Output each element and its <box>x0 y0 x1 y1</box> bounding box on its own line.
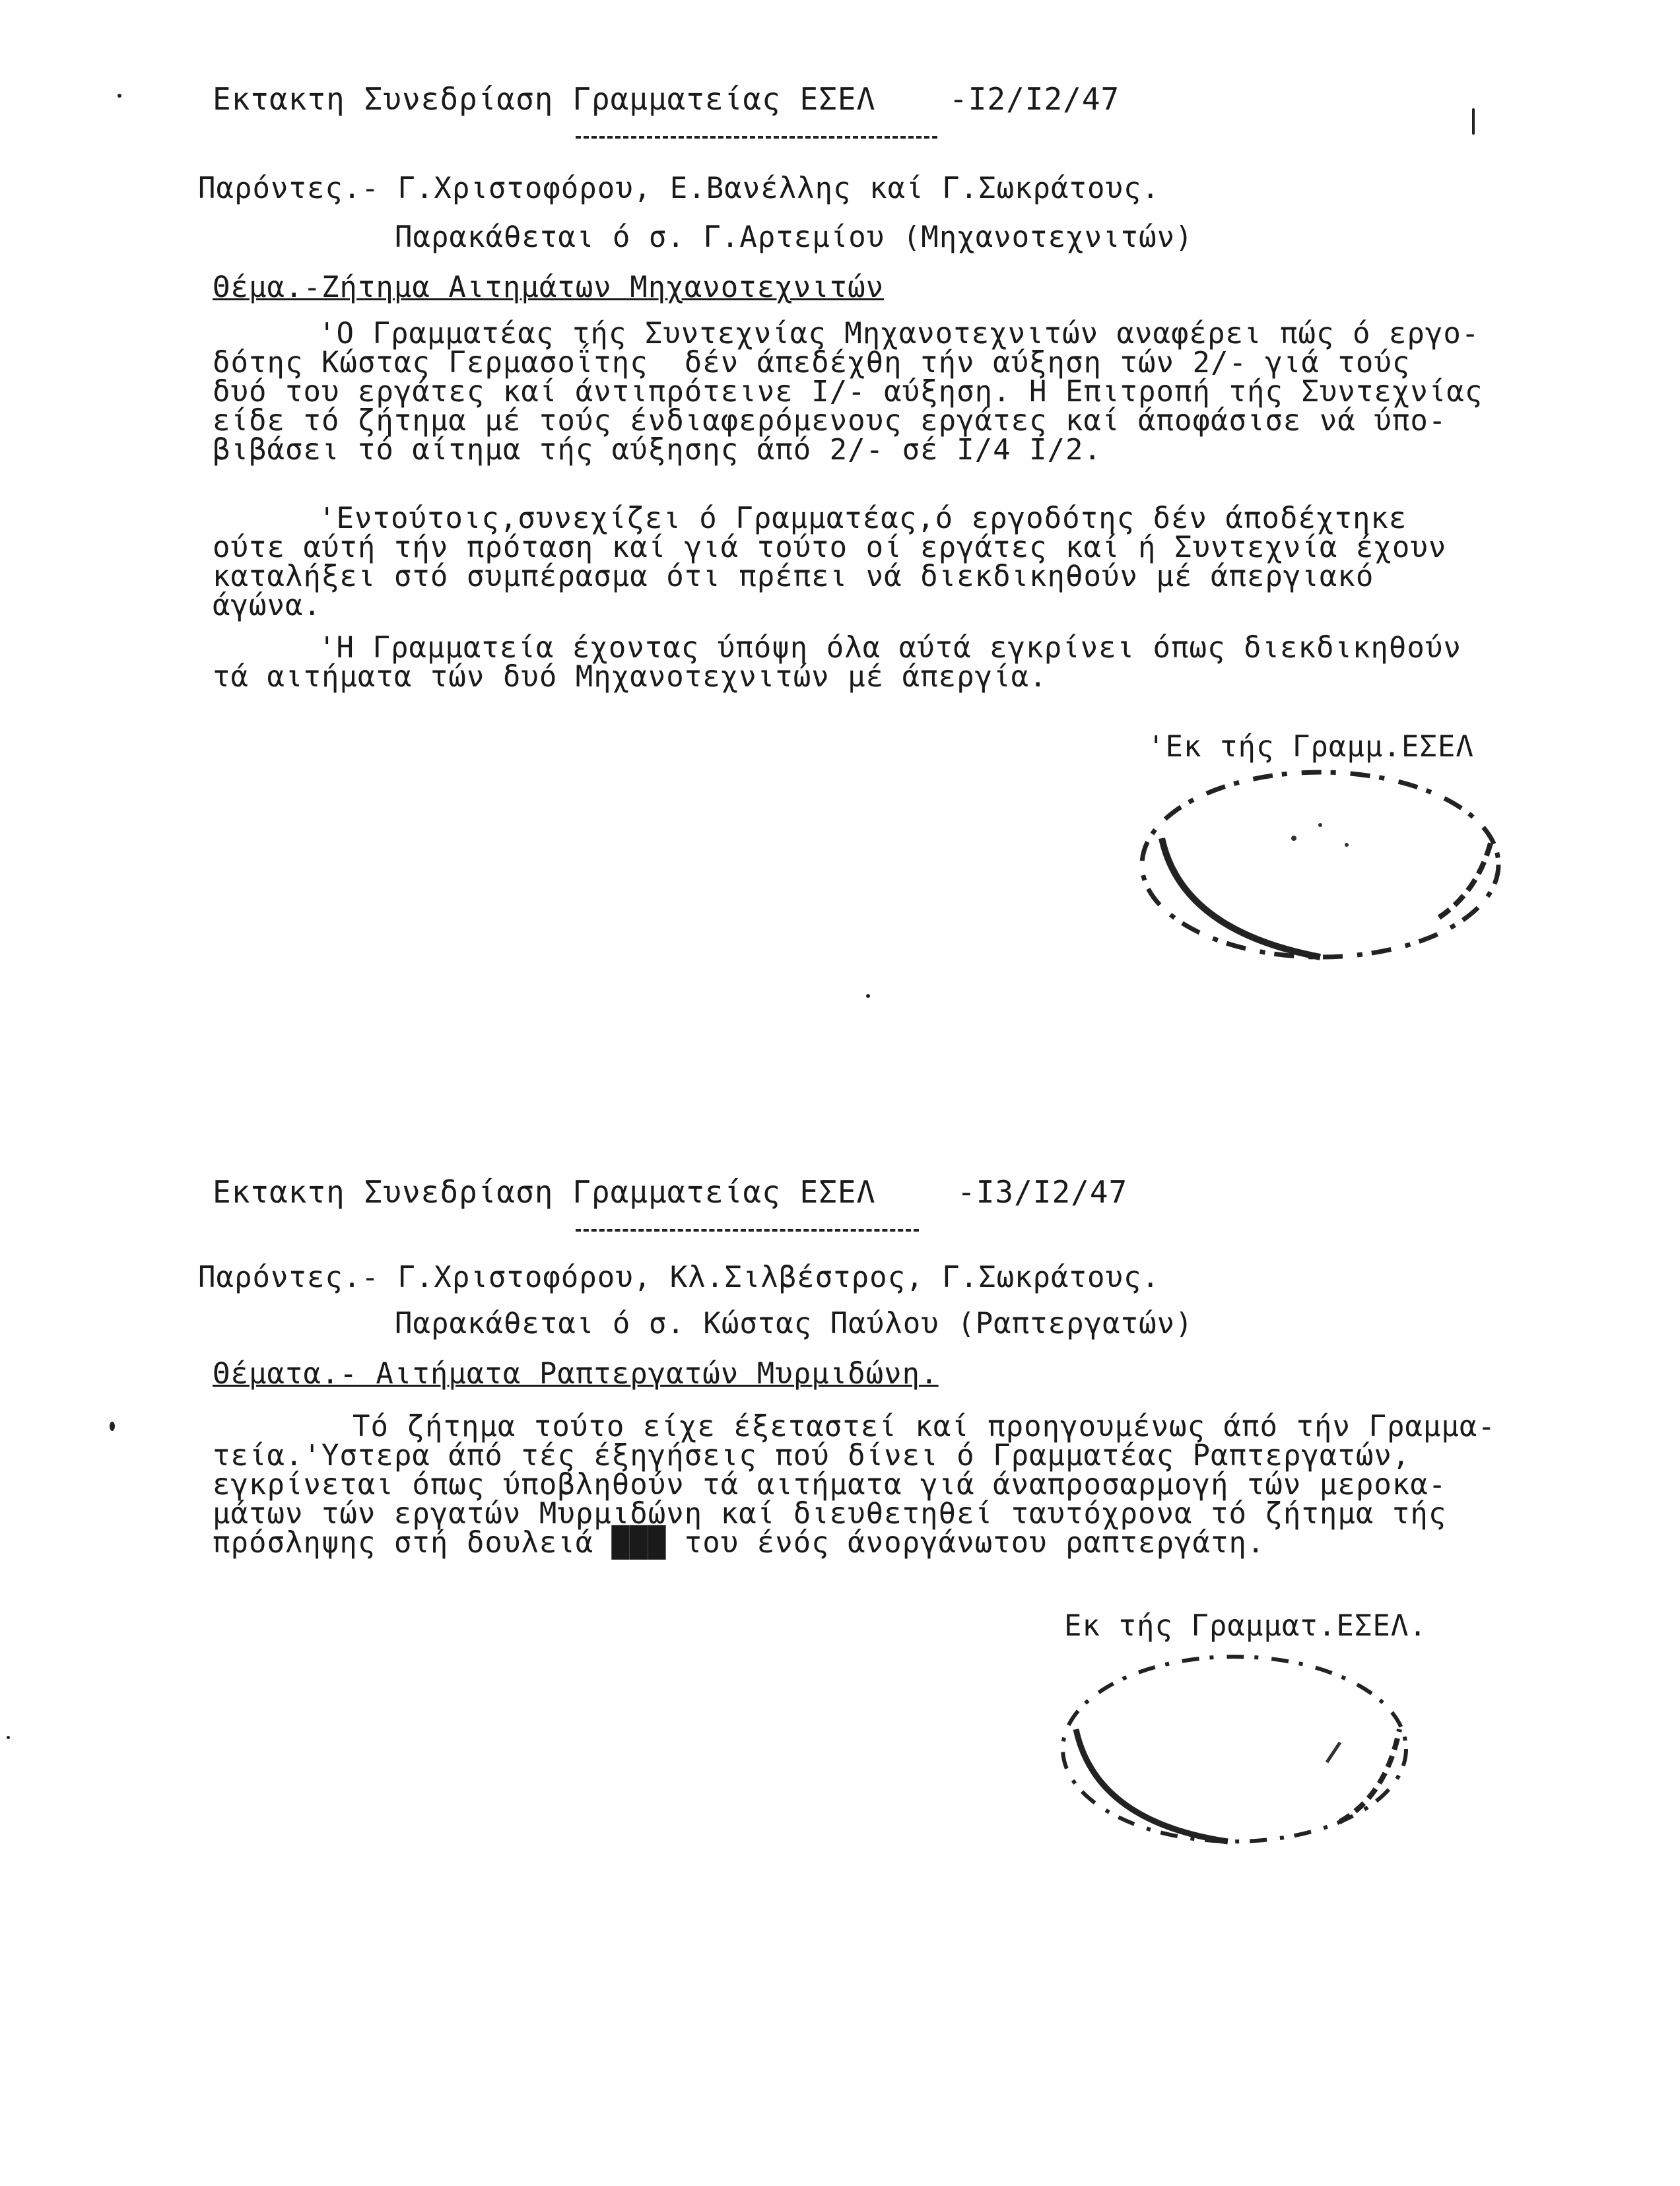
title-rule <box>576 136 937 139</box>
paragraph-line: ούτε αύτή τήν πρόταση καί γιά τούτο οί εργάτες καί ή Συντεχνία έχουν <box>213 531 1447 564</box>
subject-line: Θέματα.- Αιτήματα Ραπτεργατών Μυρμιδώνη. <box>213 1357 939 1391</box>
scan-speck <box>110 1422 115 1431</box>
present-line: Παρόντες.- Γ.Χριστοφόρου, Κλ.Σιλβέστρος, Γ.Σωκράτους. <box>198 1261 1160 1294</box>
paragraph-line: καταλήξει στό συμπέρασμα ότι πρέπει νά διεκδικηθούν μέ άπεργιακό <box>213 560 1374 593</box>
signature-line: 'Εκ τής Γραμμ.ΕΣΕΛ <box>1147 730 1474 764</box>
paragraph-line: 'Η Γραμματεία έχοντας ύπόψη όλα αύτά εγκρίνει όπως διεκδικηθούν <box>318 631 1462 665</box>
official-stamp <box>1030 1637 1439 1861</box>
paragraph-line: μάτων τών εργατών Μυρμιδώνη καί διευθετηθεί ταυτόχρονα τό ζήτημα τής <box>213 1497 1447 1531</box>
subject-line: Θέμα.-Ζήτημα Αιτημάτων Μηχανοτεχνιτών <box>213 271 885 304</box>
paragraph-line: Τό ζήτημα τούτο είχε έξεταστεί καί προηγουμένως άπό τήν Γραμμα- <box>353 1410 1496 1443</box>
meeting-date: -I2/I2/47 <box>949 81 1120 117</box>
paragraph-line: πρόσληψης στή δουλειά ███ του ένός άνοργάνωτου ραπτεργάτη. <box>213 1526 1265 1560</box>
paragraph-line: δότης Κώστας Γερμασοΐτης δέν άπεδέχθη τήν αύξηση τών 2/- γιά τούς <box>213 346 1411 380</box>
paragraph-line: δυό του εργάτες καί άντιπρότεινε I/- αύξηση. Η Επιτροπή τής Συντεχνίας <box>213 375 1483 409</box>
title-rule <box>576 1229 919 1232</box>
paragraph-line: 'Ο Γραμματέας τής Συντεχνίας Μηχανοτεχνιτών αναφέρει πώς ό εργο- <box>318 317 1480 350</box>
meeting-date: -I3/I2/47 <box>957 1174 1128 1210</box>
official-stamp <box>1122 759 1531 977</box>
attending-line: Παρακάθεται ό σ. Κώστας Παύλου (Ραπτεργατών) <box>395 1307 1193 1341</box>
paragraph-line: άγώνα. <box>213 589 321 622</box>
paragraph-line: 'Εντούτοις,συνεχίζει ό Γραμματέας,ό εργοδότης δέν άποδέχτηκε <box>318 502 1407 535</box>
attending-line: Παρακάθεται ό σ. Γ.Αρτεμίου (Μηχανοτεχνιτών) <box>395 220 1193 254</box>
paragraph-line: τά αιτήματα τών δυό Μηχανοτεχνιτών μέ άπεργία. <box>213 660 1048 694</box>
scan-speck <box>118 94 121 98</box>
signature-line: Εκ τής Γραμματ.ΕΣΕΛ. <box>1064 1609 1427 1643</box>
scan-speck <box>7 1736 10 1739</box>
scan-speck <box>1472 108 1475 135</box>
paragraph-line: βιβάσει τό αίτημα τής αύξησης άπό 2/- σέ I/4 I/2. <box>213 433 1102 467</box>
present-line: Παρόντες.- Γ.Χριστοφόρου, Ε.Βανέλλης καί Γ.Σωκράτους. <box>198 172 1160 205</box>
paragraph-line: εγκρίνεται όπως ύποβληθούν τά αιτήματα γιά άναπροσαρμογή τών μεροκα- <box>213 1468 1447 1502</box>
paragraph-line: είδε τό ζήτημα μέ τούς ένδιαφερόμενους εργάτες καί άποφάσισε νά ύπο- <box>213 404 1447 438</box>
meeting-title: Εκτακτη Συνεδρίαση Γραμματείας ΕΣΕΛ <box>213 81 876 117</box>
scan-speck <box>866 994 870 998</box>
meeting-title: Εκτακτη Συνεδρίαση Γραμματείας ΕΣΕΛ <box>213 1174 876 1210</box>
paragraph-line: τεία.'Υστερα άπό τές έξηγήσεις πού δίνει ό Γραμματέας Ραπτεργατών, <box>213 1439 1411 1473</box>
